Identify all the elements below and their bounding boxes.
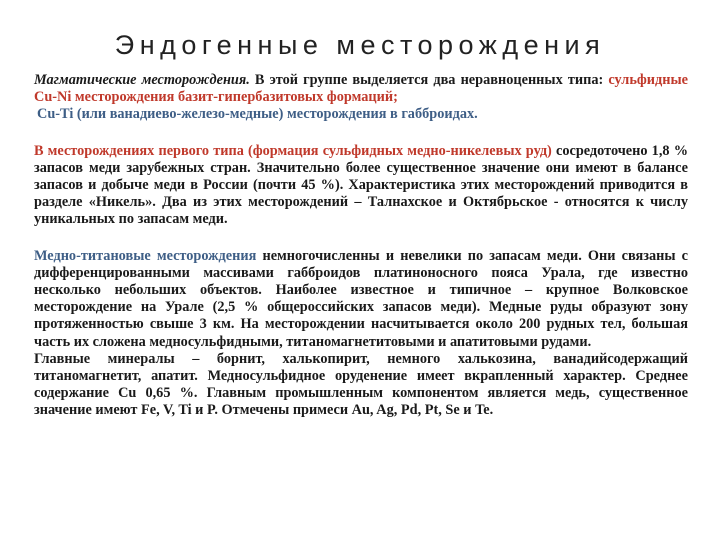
paragraph-copper-nickel	[34, 143, 688, 229]
intro-text: В этой группе выделяется два неравноценных типа:	[249, 72, 609, 88]
paragraph-copper-titanium-lead: Медно-титановые месторождения	[34, 247, 257, 264]
type1-text: сульфидные Cu-Ni месторождения базит-гипербазитовых формаций;	[34, 72, 688, 106]
paragraph-copper-nickel-lead: В месторождениях первого типа (формация сульфидных медно-никелевых руд)	[34, 142, 552, 159]
intro-italic-lead: Магматические месторождения.	[34, 72, 250, 88]
paragraph-copper-titanium	[34, 248, 688, 351]
paragraph-copper-titanium-text: немногочисленны и невелики по запасам меди. Они связаны с дифференцированными массивами габброидов платиноносного пояса Урала, где известно несколько небольших объектов. Наиболее известное и типичное – крупное Волковское месторождение на Урале (2,5 % общероссийских запасов меди). Медные руды образуют зону протяженностью свыше 3 км. На месторождении насчитывается около 200 рудных тел, большая часть их сложена медносульфидными, титаномагнетитовыми и апатитовыми рудами.	[34, 247, 689, 350]
slide-body	[34, 72, 688, 420]
paragraph-minerals: Главные минералы – борнит, халькопирит, немного халькозина, ванадийсодержащий титаномагнетит, апатит. Медносульфидное оруденение имеет вкрапленный характер. Среднее содержание Cu 0,65 %. Главным промышленным компонентом является медь, существенное значение имеют Fe, V, Ti и P. Отмечены примеси Au, Ag, Pd, Pt, Se и Te.	[34, 350, 688, 419]
type2-text: Cu-Ti (или ванадиево-железо-медные) месторождения в габброидах.	[37, 106, 478, 123]
paragraph-copper-nickel-text: сосредоточено 1,8 % запасов меди зарубежных стран. Значительно более существенное значение они имеют в балансе запасов и добыче меди в России (почти 45 %). Характеристика этих месторождений приводится в разделе «Никель». Два из этих месторождений – Талнахское и Октябрьское - относятся к числу уникальных по запасам меди.	[34, 142, 688, 228]
intro-paragraph	[34, 72, 688, 106]
page-title: Эндогенные месторождения	[114, 30, 606, 60]
